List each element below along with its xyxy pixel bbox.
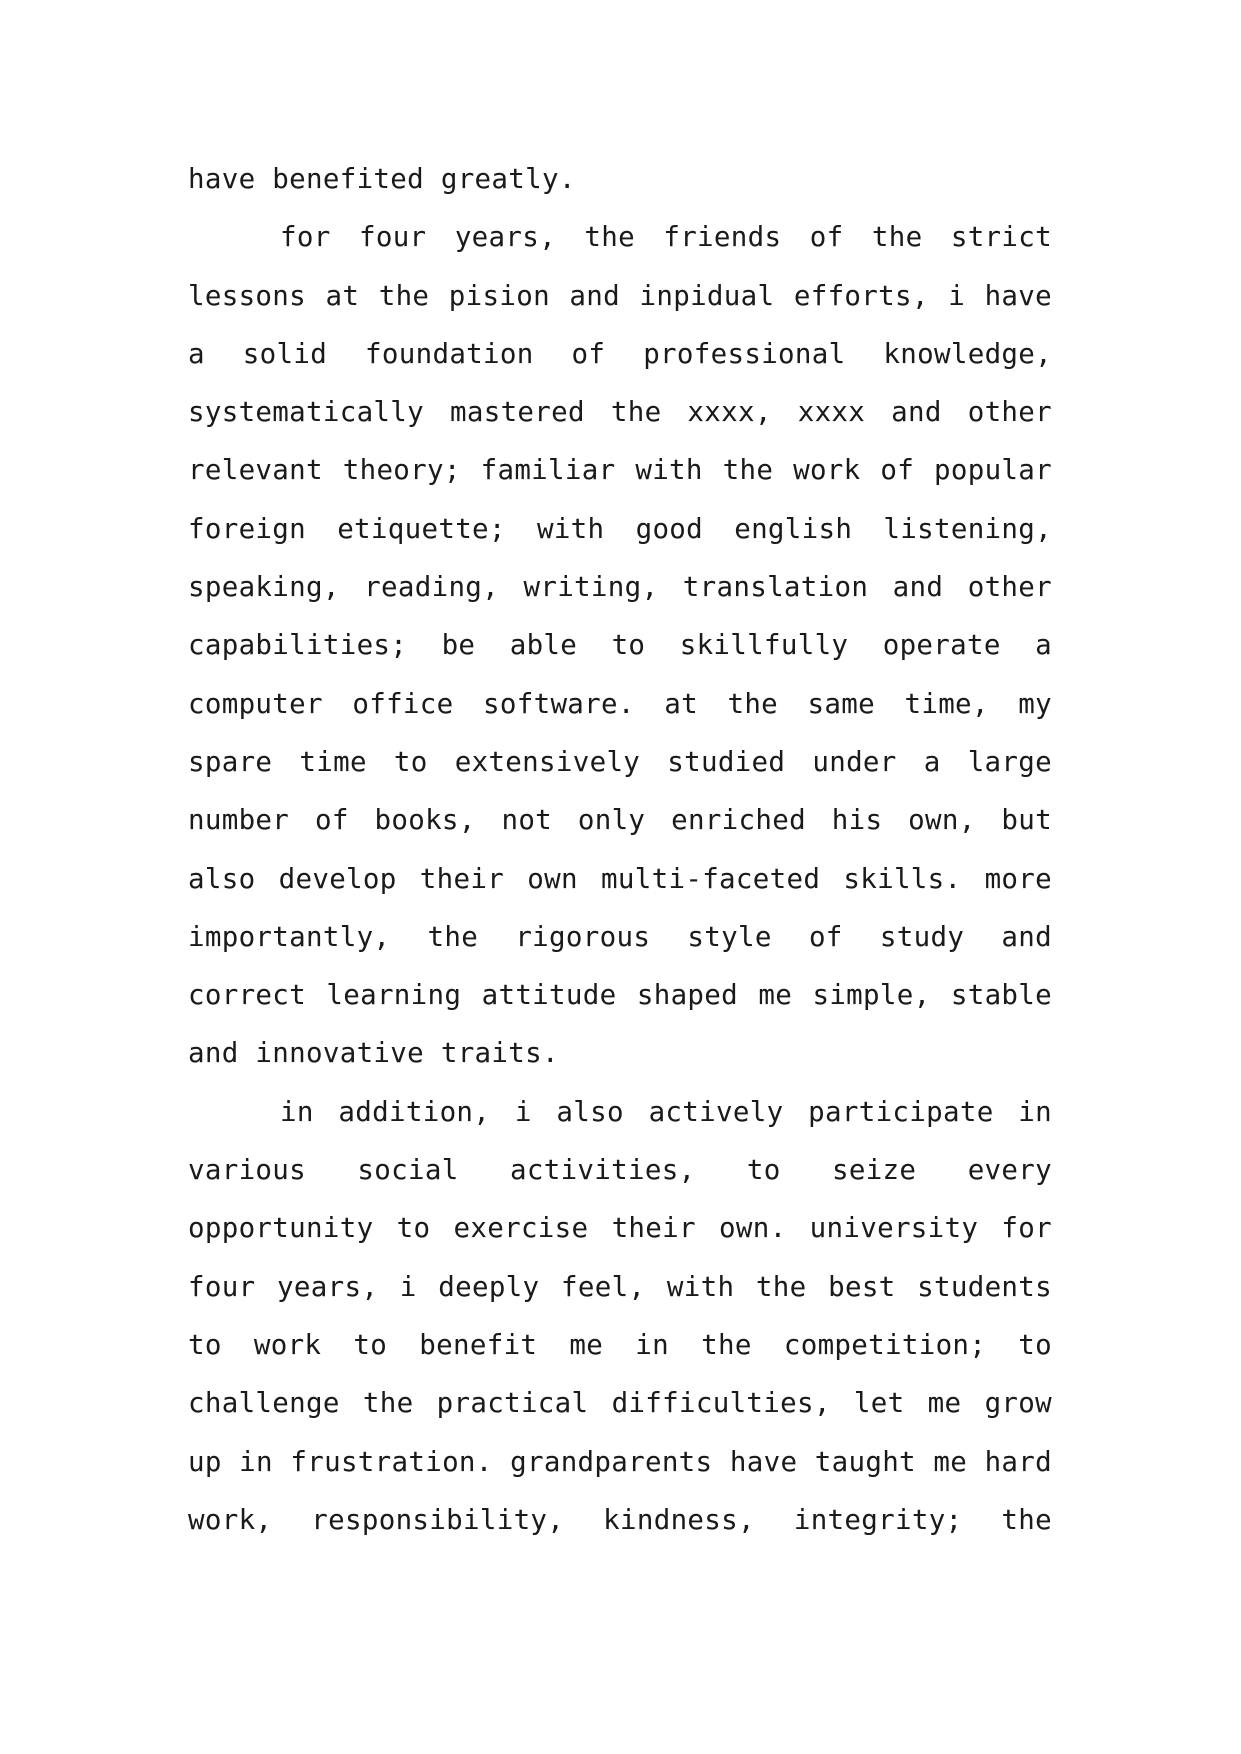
- text-line: a solid foundation of professional knowledge,: [188, 337, 1052, 370]
- text-line: and innovative traits.: [188, 1037, 559, 1070]
- text-line: systematically mastered the xxxx, xxxx and other: [188, 396, 1052, 429]
- text-line: four years, i deeply feel, with the best students: [188, 1270, 1052, 1303]
- text-line: challenge the practical difficulties, let me grow: [188, 1387, 1052, 1420]
- text-line: foreign etiquette; with good english listening,: [188, 512, 1052, 545]
- text-line: capabilities; be able to skillfully operate a: [188, 629, 1052, 662]
- text-line: opportunity to exercise their own. university for: [188, 1212, 1052, 1245]
- text-line: to work to benefit me in the competition; to: [188, 1328, 1052, 1361]
- text-line: have benefited greatly.: [188, 163, 576, 195]
- text-line: lessons at the pision and inpidual efforts, i have: [188, 279, 1052, 312]
- text-line: speaking, reading, writing, translation and other: [188, 571, 1052, 604]
- text-line: also develop their own multi-faceted skills. more: [188, 862, 1052, 895]
- text-line: work, responsibility, kindness, integrity; the: [188, 1503, 1052, 1536]
- text-line: correct learning attitude shaped me simple, stable: [188, 979, 1052, 1012]
- text-line: spare time to extensively studied under a large: [188, 745, 1052, 778]
- text-line: relevant theory; familiar with the work of popular: [188, 454, 1052, 487]
- text-line: various social activities, to seize every: [188, 1154, 1052, 1187]
- text-line: computer office software. at the same time, my: [188, 687, 1052, 720]
- text-line: in addition, i also actively participate in: [280, 1095, 1052, 1128]
- body-text: [188, 160, 1052, 1559]
- text-line: for four years, the friends of the strict: [280, 221, 1052, 254]
- text-line: number of books, not only enriched his own, but: [188, 804, 1052, 837]
- text-line: up in frustration. grandparents have taught me hard: [188, 1445, 1052, 1478]
- text-line: importantly, the rigorous style of study and: [188, 920, 1052, 953]
